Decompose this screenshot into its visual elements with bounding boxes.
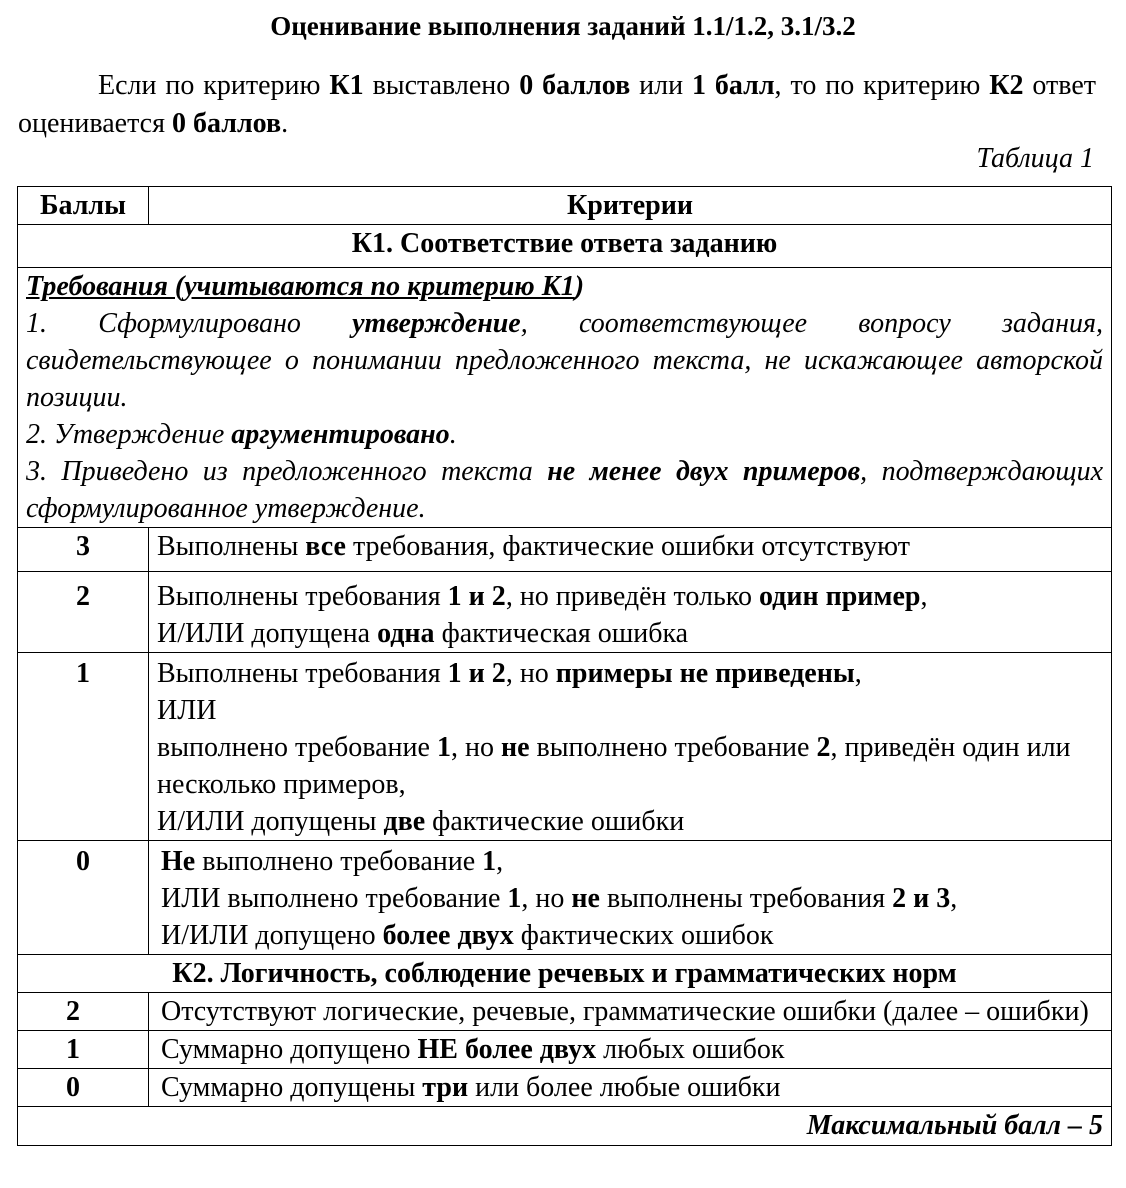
k1-requirements-row [18,268,1112,528]
intro-text: . [281,108,289,139]
score-description: Выполнены требования 1 и 2, но примеры не приведены, ИЛИ выполнено требование 1, но не выполнено требование 2, приведён один или несколько примеров, И/ИЛИ допущены две фактические ошибки [149,653,1112,841]
criteria-table [17,186,1112,1146]
page-title: Оценивание выполнения заданий 1.1/1.2, 3.1/3.2 [270,11,856,41]
k1-requirements [18,268,1112,528]
intro-text: или [630,70,692,101]
requirements-heading: Требования (учитываются по критерию К1) [26,271,585,302]
score-value: 0 [18,841,149,955]
score-description: Не выполнено требование 1, ИЛИ выполнено требование 1, но не выполнены требования 2 и 3, И/ИЛИ допущено более двух фактических ошибок [149,841,1112,955]
k1-title: К1. Соответствие ответа заданию [18,225,1112,268]
score-description: Отсутствуют логические, речевые, грамматические ошибки (далее – ошибки) [149,993,1112,1031]
score-value: 3 [18,528,149,572]
score-value: 1 [18,1031,149,1069]
score-description: Суммарно допущено НЕ более двух любых ошибок [149,1031,1112,1069]
intro-paragraph [18,67,1096,143]
intro-bold: 0 баллов [171,108,282,139]
k1-score-row [18,841,1112,955]
max-score-row [18,1107,1112,1146]
requirement-2: 2. Утверждение аргументировано. [26,419,457,450]
k2-score-row [18,1031,1112,1069]
k1-score-row [18,572,1112,653]
intro-bold: 0 баллов [519,70,631,101]
table-caption: Таблица 1 [976,143,1094,174]
table-header-row [18,187,1112,225]
requirement-3: 3. Приведено из предложенного текста не менее двух примеров, подтверждающих сформулированное утверждение. [26,456,1103,524]
intro-text: , то по критерию [774,70,990,101]
k1-score-row [18,528,1112,572]
requirement-1: 1. Сформулировано утверждение, соответствующее вопросу задания, свидетельствующее о понимании предложенного текста, не искажающее авторской позиции. [26,308,1103,413]
score-value: 0 [18,1069,149,1107]
score-value: 1 [18,653,149,841]
k1-section-row [18,225,1112,268]
intro-bold: К2 [989,70,1024,101]
header-criteria: Критерии [149,187,1112,225]
max-score: Максимальный балл – 5 [18,1107,1112,1146]
score-description: Суммарно допущены три или более любые ошибки [149,1069,1112,1107]
k2-score-row [18,993,1112,1031]
intro-text: Если по критерию [98,70,330,101]
header-scores: Баллы [18,187,149,225]
k1-score-row [18,653,1112,841]
k2-score-row [18,1069,1112,1107]
k2-section-row [18,955,1112,993]
score-value: 2 [18,993,149,1031]
score-description: Выполнены все требования, фактические ошибки отсутствуют [149,528,1112,572]
score-value: 2 [18,572,149,653]
intro-text: выставлено [363,70,520,101]
intro-bold: К1 [329,70,364,101]
k2-title: К2. Логичность, соблюдение речевых и грамматических норм [18,955,1112,993]
intro-text: ответ оценивается [18,70,1096,139]
intro-bold: 1 балл [691,70,775,101]
score-description: Выполнены требования 1 и 2, но приведён только один пример, И/ИЛИ допущена одна фактическая ошибка [149,572,1112,653]
